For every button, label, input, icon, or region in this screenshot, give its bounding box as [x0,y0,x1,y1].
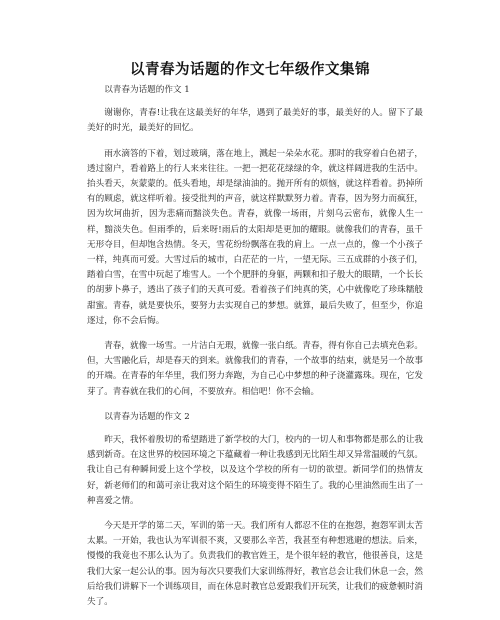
paragraph: 青春，就像一场雪。一片洁白无瑕，就像一张白纸。青春，得有你自己去填充色彩。但，大雪融化后，却是春天的到来。就像我们的青春，一个故事的结束，就是另一个故事的开端。在青春的年华里，我们努力奔跑，为自己心中梦想的种子浇灌露珠。现在，它发芽了。青春就在我们的心间，不要放弃。相信吧！你不会输。 [87,341,423,397]
paragraph: 谢谢你，青春!让我在这最美好的年华，遇到了最美好的事，最美好的人。留下了最美好的时光，最美好的回忆。 [87,108,423,134]
paragraph: 今天是开学的第二天，军训的第一天。我们所有人都忍不住的在抱怨，抱怨军训太苦太累。一开始，我也认为军训很不爽，又要那么辛苦，我甚至有种想逃避的想法。后来，慢慢的我竟也不那么认为了。负责我们的教官姓王，是个很年轻的教官，他很善良，这是我们大家一起公认的事。因为每次只要我们大家训练得好，教官总会让我们休息一会，然后给我们讲解下一个训练项目，而在休息时教官总爱跟我们开玩笑，让我们的疲惫顿时消失了。 [87,521,423,608]
section-heading: 以青春为话题的作文 2 [104,411,190,422]
paragraph: 昨天，我怀着殷切的希望踏进了新学校的大门，校内的一切人和事物都是那么的让我感到新奇。在这世界的校园环境之下蕴藏着一种让我感到无比陌生却又异常温暖的气氛。我让自己有种瞬间爱上这个学校，以及这个学校的所有一切的欲望。新同学们的热情友好，新老师们的和蔼可亲让我对这个陌生的环境变得不陌生了。我的心里油然而生出了一种喜爱之情。 [87,435,423,506]
document-body [87,83,423,620]
section-heading: 以青春为话题的作文 1 [104,85,190,95]
paragraph: 雨水滴答的下着，划过玻璃，落在地上，溅起一朵朵水花。那时的我穿着白色裙子，透过窗户，看着路上的行人来来往往。一把一把花花绿绿的伞，就这样阔进我的生活中。抬头看天，灰蒙蒙的。低头看地，却是绿油油的。抛开所有的烦恼，就这样看着。扔掉所有的顾虑，就这样听着。接受批判的声音，就这样默默努力着。青春，因为努力而疯狂，因为坎坷曲折，因为悲痛而黯淡失色。青春，就像一场雨，片刻乌云密布，就像人生一样，黯淡失色。但雨季的，后来呀!雨后的太阳却是更加的耀眼。就像我们的青春，虽千无形夺目，但却饱含热情。冬天，雪花纷纷飘落在我的肩上。一点一点的，像一个小孩子一样，纯真而可爱。大雪过后的城市，白茫茫的一片，一望无际。三五成群的小孩子们，踏着白雪，在雪中玩起了堆雪人。一个个肥胖的身躯，两颗和扣子般大的眼睛，一个长长的胡萝卜鼻子，透出了孩子们的天真可爱。看着孩子们纯真的笑，心中就像吃了珍珠糯般甜蜜。青春，就是要快乐，要努力去实现自己的梦想。就算，最后失败了，但至少，你追逐过，你不会后悔。 [87,148,423,326]
document-title: 以青春为话题的作文七年级作文集锦 [130,61,370,78]
